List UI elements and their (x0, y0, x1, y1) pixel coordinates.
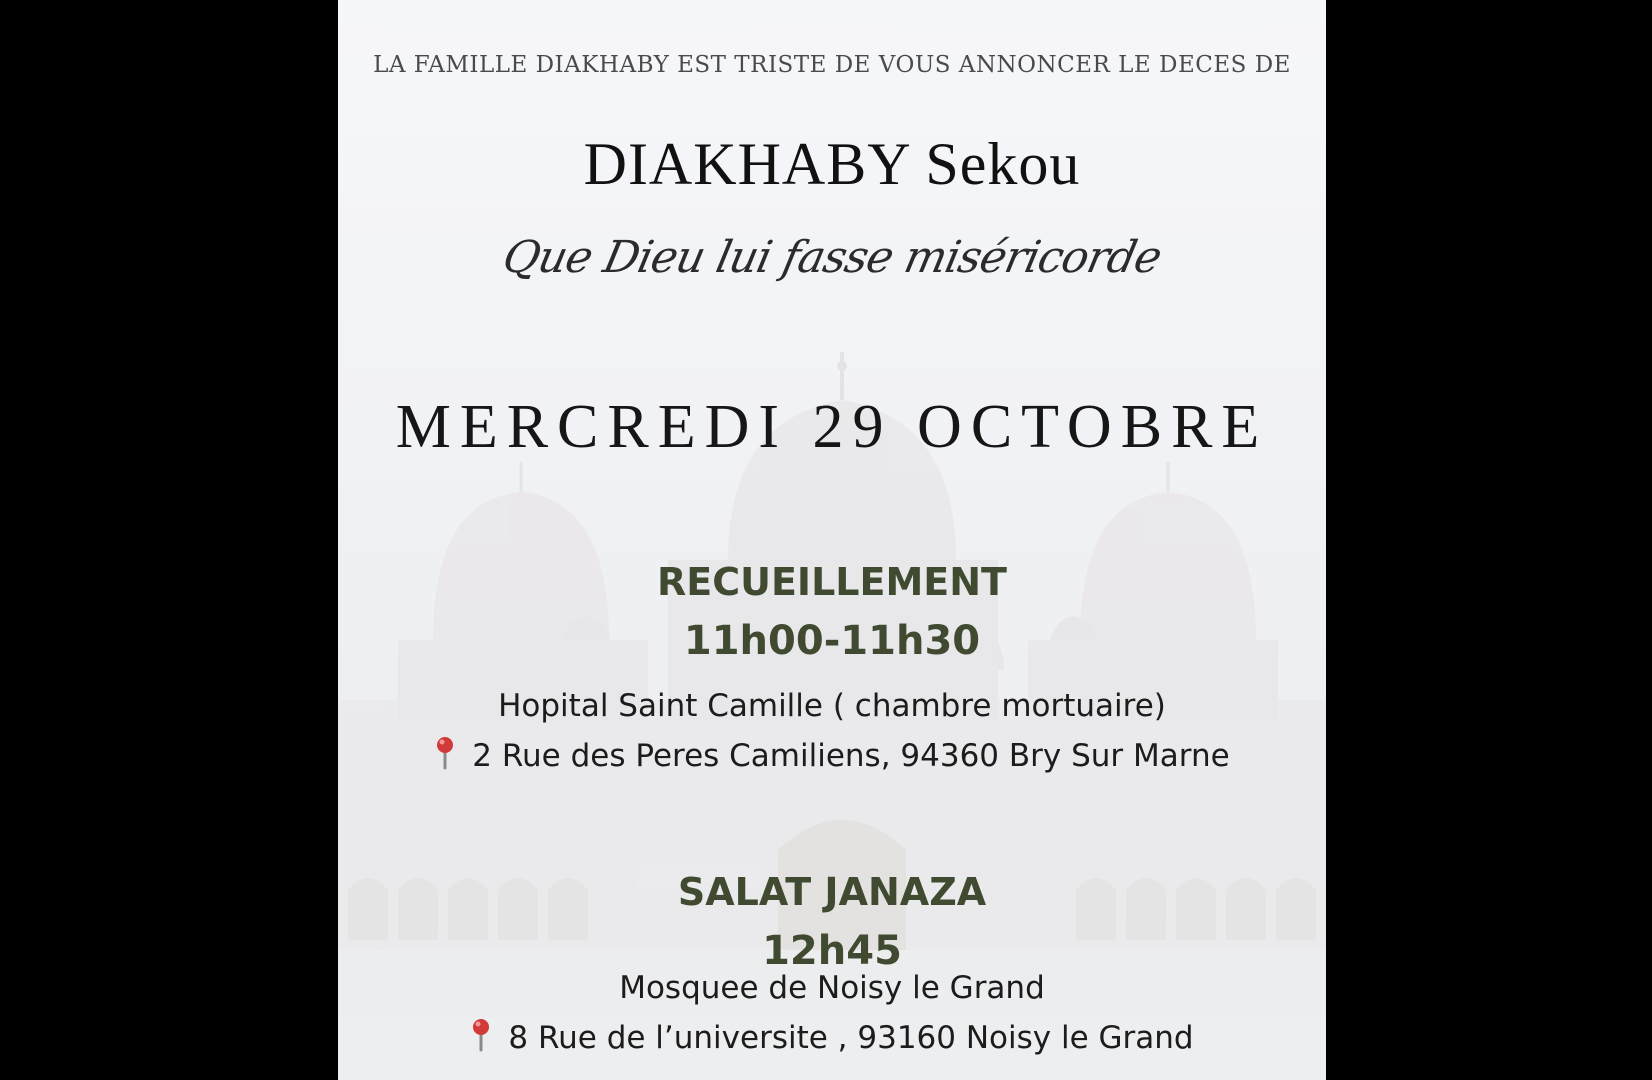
location-pin-icon (470, 1018, 492, 1052)
event-title-salat-janaza: SALAT JANAZA (677, 870, 987, 914)
announcement-text: LA FAMILLE DIAKHABY EST TRISTE DE VOUS ANNONCER LE DECES DE (373, 52, 1291, 78)
event-address-text: 2 Rue des Peres Camiliens, 94360 Bry Sur Marne (472, 738, 1230, 774)
ceremony-date: MERCREDI 29 OCTOBRE (395, 393, 1269, 461)
funeral-announcement-card (338, 0, 1326, 1080)
event-time-recueillement: 11h00-11h30 (683, 618, 981, 664)
location-pin-icon (434, 736, 456, 770)
event-title-recueillement: RECUEILLEMENT (657, 560, 1007, 604)
deceased-name: DIAKHABY Sekou (583, 131, 1081, 197)
event-place-salat-janaza: Mosquee de Noisy le Grand (619, 970, 1045, 1006)
event-place-recueillement: Hopital Saint Camille ( chambre mortuaire) (498, 688, 1166, 724)
event-address-salat-janaza (338, 1018, 1326, 1056)
event-address-text: 8 Rue de l’universite , 93160 Noisy le Grand (508, 1020, 1194, 1056)
event-time-salat-janaza: 12h45 (762, 928, 902, 974)
event-address-recueillement (338, 736, 1326, 774)
prayer-text: Que Dieu lui fasse miséricorde (498, 232, 1166, 283)
